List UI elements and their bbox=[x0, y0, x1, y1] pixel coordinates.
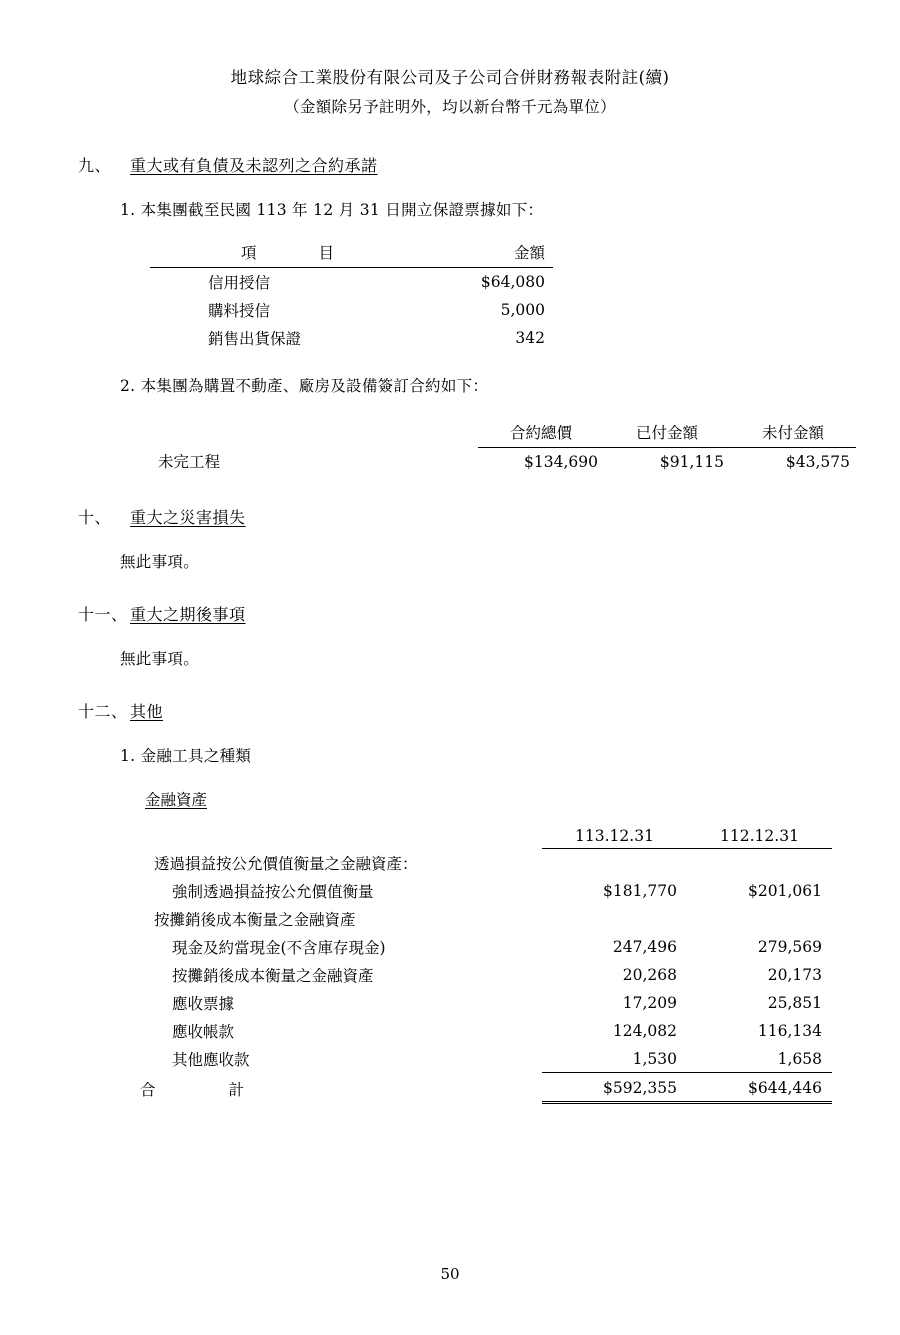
row-label: 信用授信 bbox=[208, 273, 271, 292]
table-row bbox=[140, 933, 832, 961]
total-label: 合 計 bbox=[140, 1080, 259, 1099]
row-value-current: 1,530 bbox=[542, 1045, 687, 1073]
construction-contracts-table bbox=[140, 418, 856, 476]
section-title-10: 重大之災害損失 bbox=[130, 508, 246, 528]
section-9-item-2-text: 2. 本集團為購置不動產、廠房及設備簽訂合約如下： bbox=[120, 376, 489, 395]
column-header-amount: 金額 bbox=[425, 238, 553, 268]
financial-instruments-table bbox=[140, 824, 832, 1104]
row-label: 強制透過損益按公允價值衡量 bbox=[172, 882, 374, 901]
row-value-current: 124,082 bbox=[612, 1021, 677, 1040]
table-row bbox=[150, 296, 553, 324]
table-row bbox=[140, 1017, 832, 1045]
row-value-current: 247,496 bbox=[612, 937, 677, 956]
row-value-current: 17,209 bbox=[622, 993, 677, 1012]
section-12-item-1-text: 1. 金融工具之種類 bbox=[120, 747, 252, 766]
document-page bbox=[0, 62, 900, 1335]
section-11-body: 無此事項。 bbox=[120, 650, 200, 669]
section-heading-11 bbox=[78, 602, 900, 625]
row-value-prior: $201,061 bbox=[748, 881, 822, 900]
table-row bbox=[140, 961, 832, 989]
section-heading-10 bbox=[78, 505, 900, 528]
column-header-period-current: 113.12.31 bbox=[542, 824, 687, 849]
column-header-blank bbox=[140, 824, 542, 849]
row-value-current: $181,770 bbox=[603, 881, 677, 900]
row-label: 未完工程 bbox=[158, 453, 221, 472]
table-row bbox=[150, 267, 553, 296]
section-heading-9 bbox=[78, 153, 900, 176]
column-header-total-price: 合約總價 bbox=[478, 418, 604, 448]
table-row bbox=[140, 1045, 832, 1073]
row-value-prior: 279,569 bbox=[757, 937, 822, 956]
document-header bbox=[0, 62, 900, 123]
column-header-item: 項 目 bbox=[150, 238, 425, 268]
table-row bbox=[140, 447, 856, 475]
page-footer bbox=[0, 1265, 900, 1283]
table-header-row bbox=[150, 238, 553, 268]
row-value: 342 bbox=[515, 328, 545, 347]
section-number-11: 十一、 bbox=[78, 605, 128, 625]
column-header-unpaid: 未付金額 bbox=[730, 418, 856, 448]
row-value-current bbox=[542, 849, 687, 877]
financial-assets-subheading: 金融資產 bbox=[145, 791, 208, 810]
section-9-item-1-text: 1. 本集團截至民國 113 年 12 月 31 日開立保證票據如下： bbox=[120, 200, 544, 219]
row-label: 現金及約當現金(不含庫存現金) bbox=[172, 938, 386, 957]
table-row bbox=[140, 989, 832, 1017]
table-header-row bbox=[140, 824, 832, 849]
table-header-row bbox=[140, 418, 856, 448]
row-label: 透過損益按公允價值衡量之金融資產： bbox=[154, 854, 418, 873]
table-row bbox=[150, 324, 553, 352]
section-number-10: 十、 bbox=[78, 508, 112, 528]
row-label: 購料授信 bbox=[208, 301, 271, 320]
row-label: 銷售出貨保證 bbox=[208, 329, 302, 348]
row-value-prior: 25,851 bbox=[767, 993, 822, 1012]
section-title-11: 重大之期後事項 bbox=[130, 605, 246, 625]
row-label: 其他應收款 bbox=[172, 1050, 250, 1069]
company-title: 地球綜合工業股份有限公司及子公司合併財務報表附註(續) bbox=[230, 68, 670, 87]
row-value-total-price: $134,690 bbox=[524, 452, 598, 471]
row-value-paid: $91,115 bbox=[659, 452, 724, 471]
total-value-prior: $644,446 bbox=[687, 1073, 832, 1103]
row-value-prior bbox=[687, 905, 832, 933]
row-value-current: 20,268 bbox=[622, 965, 677, 984]
row-value-current bbox=[542, 905, 687, 933]
column-header-period-prior: 112.12.31 bbox=[687, 824, 832, 849]
row-value: 5,000 bbox=[500, 300, 545, 319]
guarantee-notes-table bbox=[150, 238, 553, 352]
table-row bbox=[140, 849, 832, 877]
page-number: 50 bbox=[440, 1265, 460, 1283]
row-label: 應收帳款 bbox=[172, 1022, 235, 1041]
section-title-12: 其他 bbox=[130, 702, 164, 722]
section-number-9: 九、 bbox=[78, 155, 112, 175]
row-value: $64,080 bbox=[480, 272, 545, 291]
row-label: 應收票據 bbox=[172, 994, 235, 1013]
currency-note: （金額除另予註明外，均以新台幣千元為單位） bbox=[284, 98, 616, 117]
row-value-prior: 1,658 bbox=[687, 1045, 832, 1073]
table-row bbox=[140, 877, 832, 905]
table-row bbox=[140, 905, 832, 933]
column-header-paid: 已付金額 bbox=[604, 418, 730, 448]
section-number-12: 十二、 bbox=[78, 702, 128, 722]
row-value-prior: 20,173 bbox=[767, 965, 822, 984]
row-label: 按攤銷後成本衡量之金融資產 bbox=[172, 966, 374, 985]
section-title-9: 重大或有負債及未認列之合約承諾 bbox=[130, 155, 378, 175]
table-total-row bbox=[140, 1073, 832, 1103]
total-value-current: $592,355 bbox=[542, 1073, 687, 1103]
row-value-unpaid: $43,575 bbox=[785, 452, 850, 471]
row-value-prior bbox=[687, 849, 832, 877]
row-value-prior: 116,134 bbox=[757, 1021, 822, 1040]
section-10-body: 無此事項。 bbox=[120, 553, 200, 572]
row-label: 按攤銷後成本衡量之金融資產 bbox=[154, 910, 356, 929]
financial-assets-subheading-wrap bbox=[0, 766, 900, 810]
column-header-blank bbox=[140, 418, 478, 448]
section-heading-12 bbox=[78, 699, 900, 722]
